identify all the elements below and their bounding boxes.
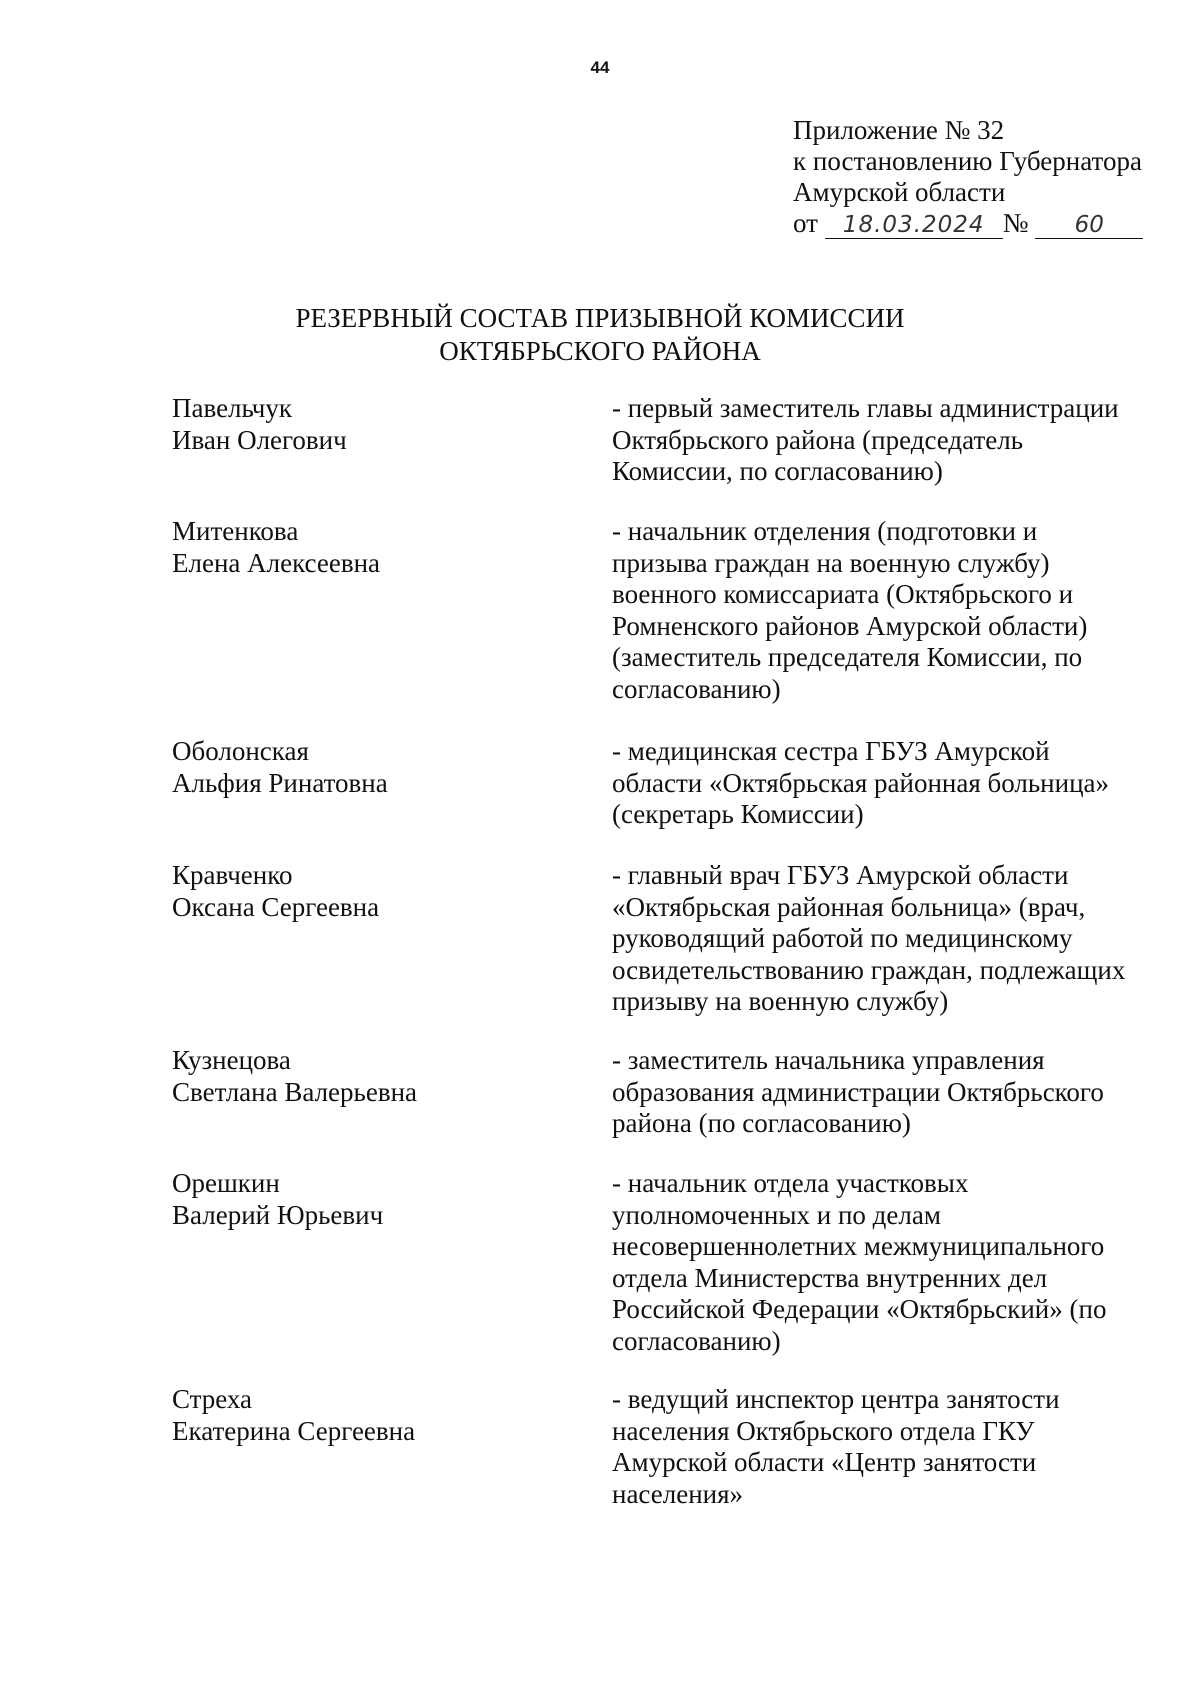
member-surname: Стреха bbox=[172, 1384, 253, 1414]
member-role-line: - заместитель начальника управления bbox=[612, 1045, 1045, 1075]
appendix-decree-ref: к постановлению Губернатора bbox=[793, 146, 1142, 176]
member-role-line: Октябрьского района (председатель bbox=[612, 424, 1024, 455]
member-role-line: населения» bbox=[612, 1478, 744, 1509]
member-role-line: уполномоченных и по делам bbox=[612, 1199, 941, 1230]
member-role-line: военного комиссариата (Октябрьского и bbox=[612, 579, 1074, 610]
member-role-line: Ромненского районов Амурской области) bbox=[612, 610, 1088, 641]
handwritten-number: 60 bbox=[1035, 212, 1143, 239]
member-role-line: образования администрации Октябрьского bbox=[612, 1076, 1104, 1107]
number-prefix: № bbox=[1002, 208, 1029, 238]
member-name bbox=[172, 1168, 592, 1231]
member-name bbox=[172, 736, 592, 799]
member-name bbox=[172, 1384, 592, 1447]
member-role-line: «Октябрьская районная больница» (врач, bbox=[612, 891, 1086, 922]
member-role bbox=[612, 736, 1142, 831]
member-role bbox=[612, 516, 1142, 706]
member-role-line: освидетельствованию граждан, подлежащих bbox=[612, 954, 1126, 985]
member-role-line: несовершеннолетних межмуниципального bbox=[612, 1231, 1105, 1262]
member-role bbox=[612, 1168, 1142, 1358]
member-role-line: области «Октябрьская районная больница» bbox=[612, 767, 1110, 798]
member-role-line: призыву на военную службу) bbox=[612, 986, 949, 1017]
member-name bbox=[172, 860, 592, 923]
member-role-line: - первый заместитель главы администрации bbox=[612, 393, 1119, 423]
document-title-line-1: РЕЗЕРВНЫЙ СОСТАВ ПРИЗЫВНОЙ КОМИССИИ bbox=[295, 303, 905, 333]
member-role bbox=[612, 860, 1142, 1018]
member-name bbox=[172, 1045, 592, 1108]
member-role-line: согласованию) bbox=[612, 1325, 781, 1356]
member-role-line: Комиссии, по согласованию) bbox=[612, 456, 943, 487]
member-given-names: Иван Олегович bbox=[172, 424, 347, 455]
member-surname: Кравченко bbox=[172, 860, 293, 890]
appendix-header bbox=[793, 115, 1143, 239]
member-role-line: района (по согласованию) bbox=[612, 1108, 911, 1139]
member-surname: Орешкин bbox=[172, 1168, 280, 1198]
member-given-names: Валерий Юрьевич bbox=[172, 1199, 384, 1230]
member-surname: Кузнецова bbox=[172, 1045, 291, 1075]
member-surname: Павельчук bbox=[172, 393, 292, 423]
member-role bbox=[612, 393, 1142, 488]
member-role bbox=[612, 1045, 1142, 1140]
member-role-line: Амурской области «Центр занятости bbox=[612, 1447, 1037, 1478]
member-role-line: - начальник отделения (подготовки и bbox=[612, 516, 1038, 546]
member-role-line: населения Октябрьского отдела ГКУ bbox=[612, 1415, 1035, 1446]
page-number: 44 bbox=[590, 58, 610, 77]
appendix-region: Амурской области bbox=[793, 177, 1006, 207]
member-given-names: Елена Алексеевна bbox=[172, 547, 380, 578]
member-role-line: - ведущий инспектор центра занятости bbox=[612, 1384, 1060, 1414]
member-role-line: - главный врач ГБУЗ Амурской области bbox=[612, 860, 1069, 890]
appendix-title: Приложение № 32 bbox=[793, 115, 1005, 145]
member-name bbox=[172, 393, 592, 456]
member-given-names: Екатерина Сергеевна bbox=[172, 1415, 416, 1446]
member-role-line: - медицинская сестра ГБУЗ Амурской bbox=[612, 736, 1050, 766]
member-role-line: Российской Федерации «Октябрьский» (по bbox=[612, 1294, 1107, 1325]
document-title-line-2: ОКТЯБРЬСКОГО РАЙОНА bbox=[439, 336, 761, 366]
member-role-line: отдела Министерства внутренних дел bbox=[612, 1262, 1048, 1293]
member-role-line: руководящий работой по медицинскому bbox=[612, 923, 1073, 954]
member-role-line: (заместитель председателя Комиссии, по bbox=[612, 642, 1083, 673]
member-given-names: Альфия Ринатовна bbox=[172, 767, 388, 798]
handwritten-date: 18.03.2024 bbox=[825, 212, 1003, 239]
member-role-line: согласованию) bbox=[612, 673, 781, 704]
member-role-line: - начальник отдела участковых bbox=[612, 1168, 969, 1198]
member-role bbox=[612, 1384, 1142, 1510]
member-role-line: призыва граждан на военную службу) bbox=[612, 547, 1050, 578]
member-role-line: (секретарь Комиссии) bbox=[612, 799, 864, 830]
member-surname: Оболонская bbox=[172, 736, 309, 766]
member-name bbox=[172, 516, 592, 579]
document-title bbox=[0, 302, 1200, 368]
member-given-names: Оксана Сергеевна bbox=[172, 891, 380, 922]
member-given-names: Светлана Валерьевна bbox=[172, 1076, 418, 1107]
member-surname: Митенкова bbox=[172, 516, 299, 546]
date-prefix: от bbox=[793, 208, 818, 238]
appendix-date-line bbox=[793, 208, 1143, 239]
